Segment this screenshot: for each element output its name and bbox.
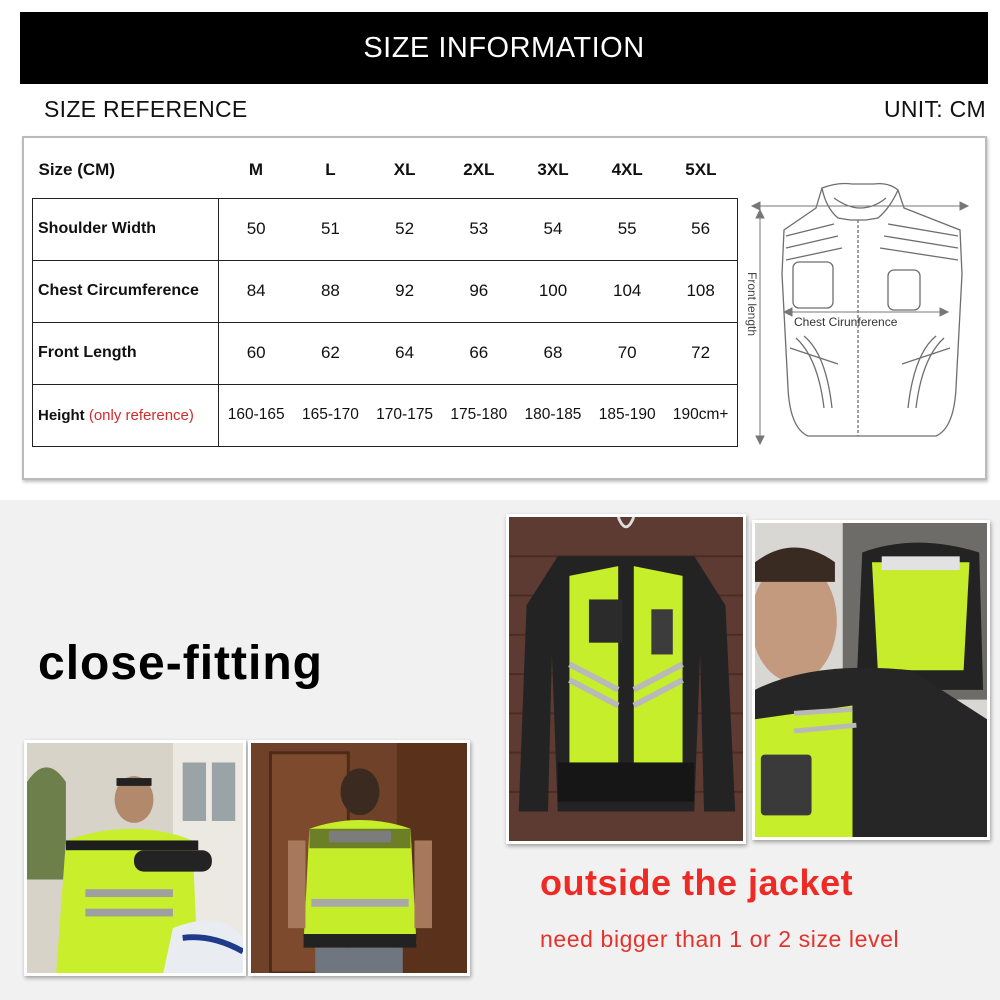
table-cell: 190cm+ xyxy=(664,384,737,446)
chest-label: Chest Cirunference xyxy=(794,315,898,329)
table-cell: 62 xyxy=(293,322,367,384)
rider-photo xyxy=(24,740,246,976)
table-cell: 104 xyxy=(590,260,664,322)
table-cell: 92 xyxy=(368,260,442,322)
table-cell: 50 xyxy=(219,198,294,260)
table-row xyxy=(33,322,738,384)
unit-label: UNIT: CM xyxy=(883,96,986,122)
table-cell: 96 xyxy=(442,260,516,322)
table-cell: 170-175 xyxy=(368,384,442,446)
table-cell: 54 xyxy=(516,198,590,260)
table-cell: 180-185 xyxy=(516,384,590,446)
size-column-header: 2XL xyxy=(463,159,495,179)
size-column-header: L xyxy=(325,159,336,179)
table-cell: 88 xyxy=(293,260,367,322)
size-table xyxy=(32,142,738,447)
outside-jacket-caption: outside the jacket xyxy=(540,862,854,903)
size-header-label: Size (CM) xyxy=(38,159,115,179)
row-label-height xyxy=(33,384,219,446)
table-cell: 51 xyxy=(293,198,367,260)
table-cell: 56 xyxy=(664,198,737,260)
table-row xyxy=(33,260,738,322)
table-cell: 175-180 xyxy=(442,384,516,446)
table-cell: 55 xyxy=(590,198,664,260)
row-label-chest-circumference: Chest Circumference xyxy=(33,260,219,322)
table-cell: 185-190 xyxy=(590,384,664,446)
size-column-header: 4XL xyxy=(611,159,643,179)
back-view-photo xyxy=(248,740,470,976)
table-cell: 165-170 xyxy=(293,384,367,446)
table-cell: 53 xyxy=(442,198,516,260)
page-title: SIZE INFORMATION xyxy=(20,12,988,84)
table-cell: 70 xyxy=(590,322,664,384)
table-cell: 84 xyxy=(219,260,294,322)
height-label: Height xyxy=(38,406,85,424)
vest-outline-icon xyxy=(738,178,978,450)
table-cell: 108 xyxy=(664,260,737,322)
table-cell: 60 xyxy=(219,322,294,384)
table-cell: 160-165 xyxy=(219,384,294,446)
front-length-label: Front length xyxy=(745,272,759,337)
reference-hint: (only reference) xyxy=(88,406,194,424)
table-row xyxy=(33,384,738,446)
selfie-photo xyxy=(752,520,990,840)
size-table-header-row xyxy=(33,142,738,198)
row-label-front-length: Front Length xyxy=(33,322,219,384)
close-fitting-caption: close-fitting xyxy=(38,637,323,690)
table-cell: 72 xyxy=(664,322,737,384)
table-cell: 100 xyxy=(516,260,590,322)
jacket-on-hanger-photo xyxy=(506,514,746,844)
size-advice-text: need bigger than 1 or 2 size level xyxy=(540,926,900,952)
table-cell: 68 xyxy=(516,322,590,384)
size-reference-heading: SIZE REFERENCE xyxy=(44,96,248,122)
size-column-header: 3XL xyxy=(537,159,569,179)
table-cell: 66 xyxy=(442,322,516,384)
size-column-header: M xyxy=(248,159,263,179)
size-column-header: XL xyxy=(393,159,416,179)
table-cell: 64 xyxy=(368,322,442,384)
table-cell: 52 xyxy=(368,198,442,260)
size-column-header: 5XL xyxy=(685,159,717,179)
row-label-shoulder-width: Shoulder Width xyxy=(33,198,219,260)
table-row xyxy=(33,198,738,260)
